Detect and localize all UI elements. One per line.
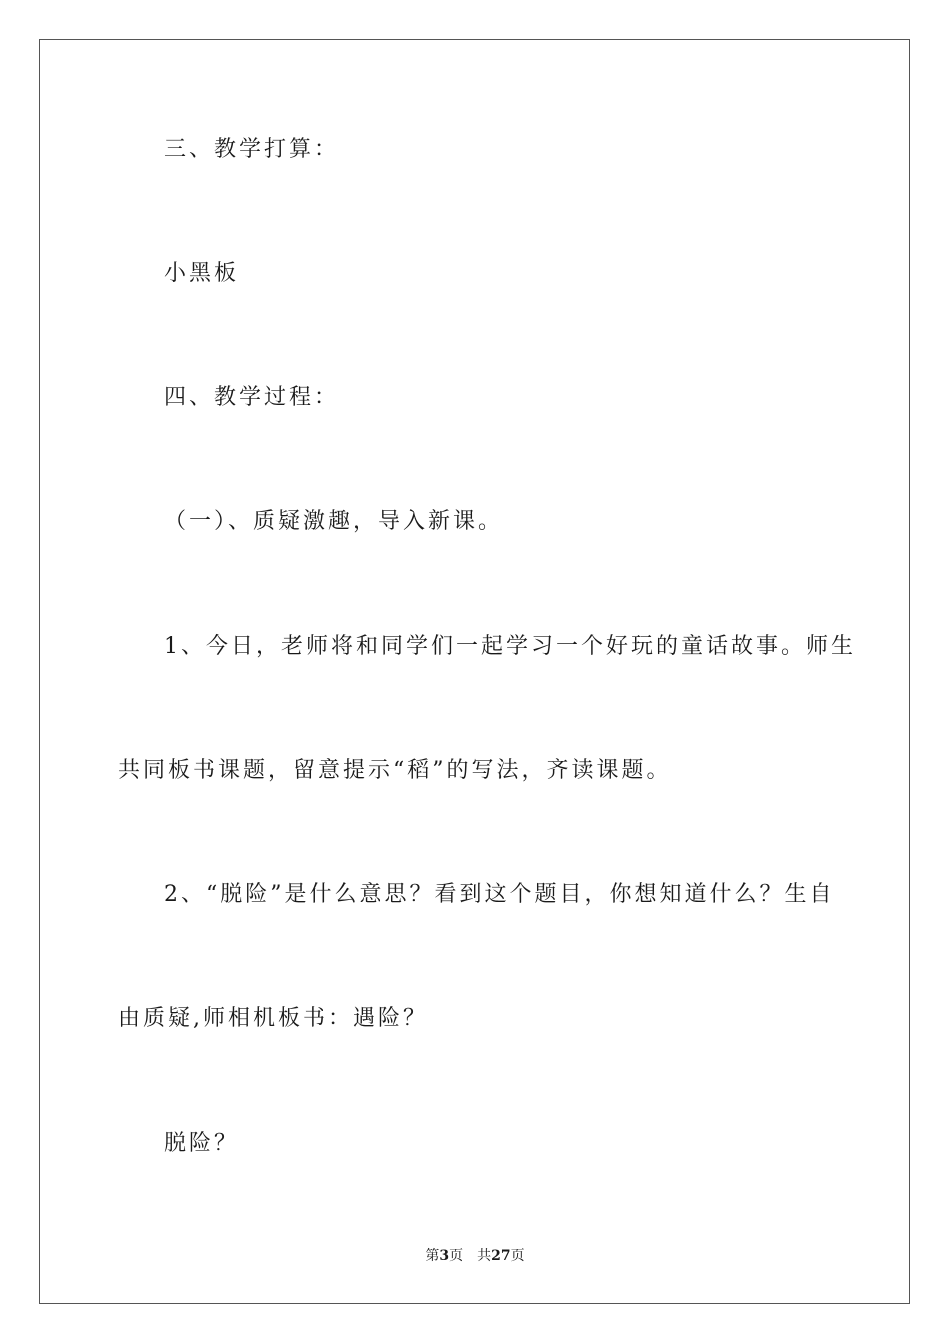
total-page-count: 27 <box>491 1248 511 1264</box>
footer-page-suffix: 页 <box>449 1248 464 1264</box>
footer-prefix: 第 <box>425 1248 440 1264</box>
paragraph-line: 1、今日，老师将和同学们一起学习一个好玩的童话故事。师生 <box>164 634 856 659</box>
paragraph-line: 脱险？ <box>164 1131 240 1156</box>
section-heading-preparation: 三、教学打算： <box>164 137 340 162</box>
paragraph-line: 共同板书课题，留意提示“稻”的写法，齐读课题。 <box>118 758 672 783</box>
paragraph-line: 2、“脱险”是什么意思？看到这个题目，你想知道什么？生自 <box>164 882 835 907</box>
current-page-number: 3 <box>439 1248 450 1264</box>
paragraph-line: 由质疑,师相机板书：遇险？ <box>118 1006 428 1031</box>
footer-total-suffix: 页 <box>510 1248 525 1264</box>
section-heading-process: 四、教学过程： <box>164 385 340 410</box>
subsection-heading: （一）、质疑激趣，导入新课。 <box>164 509 504 534</box>
footer-total-prefix: 共 <box>477 1248 492 1264</box>
page-footer <box>0 1247 950 1265</box>
paragraph-materials: 小黑板 <box>164 261 240 286</box>
page-border <box>39 39 910 1304</box>
